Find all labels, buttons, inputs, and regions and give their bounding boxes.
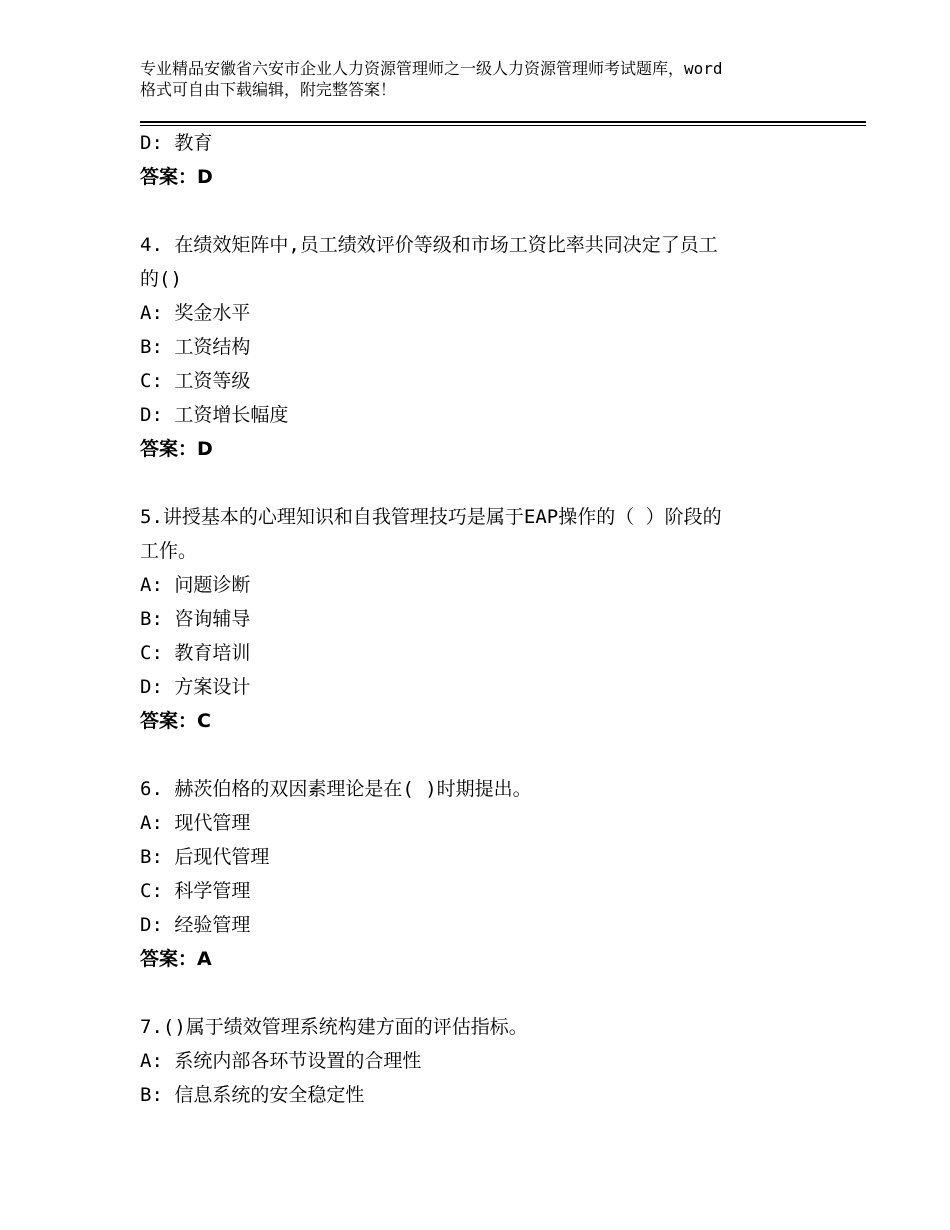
- option-a: A: 问题诊断: [140, 574, 251, 596]
- question-6: [140, 772, 840, 976]
- spacer: [140, 976, 840, 1010]
- document-header: [140, 58, 830, 100]
- question-3-tail: [140, 126, 840, 194]
- answer-label: 答案：C: [140, 710, 211, 732]
- option-d: D: 经验管理: [140, 914, 251, 936]
- spacer: [140, 194, 840, 228]
- question-stem: 7.()属于绩效管理系统构建方面的评估指标。: [140, 1016, 528, 1038]
- question-stem-continued: 的(): [140, 268, 182, 290]
- option-d: D: 教育: [140, 132, 213, 154]
- answer-label: 答案：D: [140, 166, 213, 188]
- header-line-1: 专业精品安徽省六安市企业人力资源管理师之一级人力资源管理师考试题库，word: [140, 59, 723, 78]
- option-c: C: 工资等级: [140, 370, 251, 392]
- question-stem-continued: 工作。: [140, 540, 198, 562]
- answer-label: 答案：D: [140, 438, 213, 460]
- question-4: [140, 228, 840, 466]
- question-stem: 6. 赫茨伯格的双因素理论是在( )时期提出。: [140, 778, 532, 800]
- header-line-2: 格式可自由下载编辑，附完整答案！: [140, 80, 397, 99]
- question-list: [140, 126, 840, 1112]
- option-d: D: 方案设计: [140, 676, 251, 698]
- option-a: A: 系统内部各环节设置的合理性: [140, 1050, 422, 1072]
- option-d: D: 工资增长幅度: [140, 404, 289, 426]
- question-7: [140, 1010, 840, 1112]
- question-stem: 5.讲授基本的心理知识和自我管理技巧是属于EAP操作的（ ）阶段的: [140, 506, 722, 528]
- option-c: C: 教育培训: [140, 642, 251, 664]
- option-b: B: 工资结构: [140, 336, 251, 358]
- option-b: B: 信息系统的安全稳定性: [140, 1084, 365, 1106]
- question-5: [140, 500, 840, 738]
- spacer: [140, 466, 840, 500]
- header-divider-thick: [140, 121, 866, 123]
- option-a: A: 现代管理: [140, 812, 251, 834]
- option-c: C: 科学管理: [140, 880, 251, 902]
- spacer: [140, 738, 840, 772]
- answer-label: 答案：A: [140, 948, 212, 970]
- option-b: B: 后现代管理: [140, 846, 270, 868]
- question-stem: 4. 在绩效矩阵中,员工绩效评价等级和市场工资比率共同决定了员工: [140, 234, 718, 256]
- option-a: A: 奖金水平: [140, 302, 251, 324]
- option-b: B: 咨询辅导: [140, 608, 251, 630]
